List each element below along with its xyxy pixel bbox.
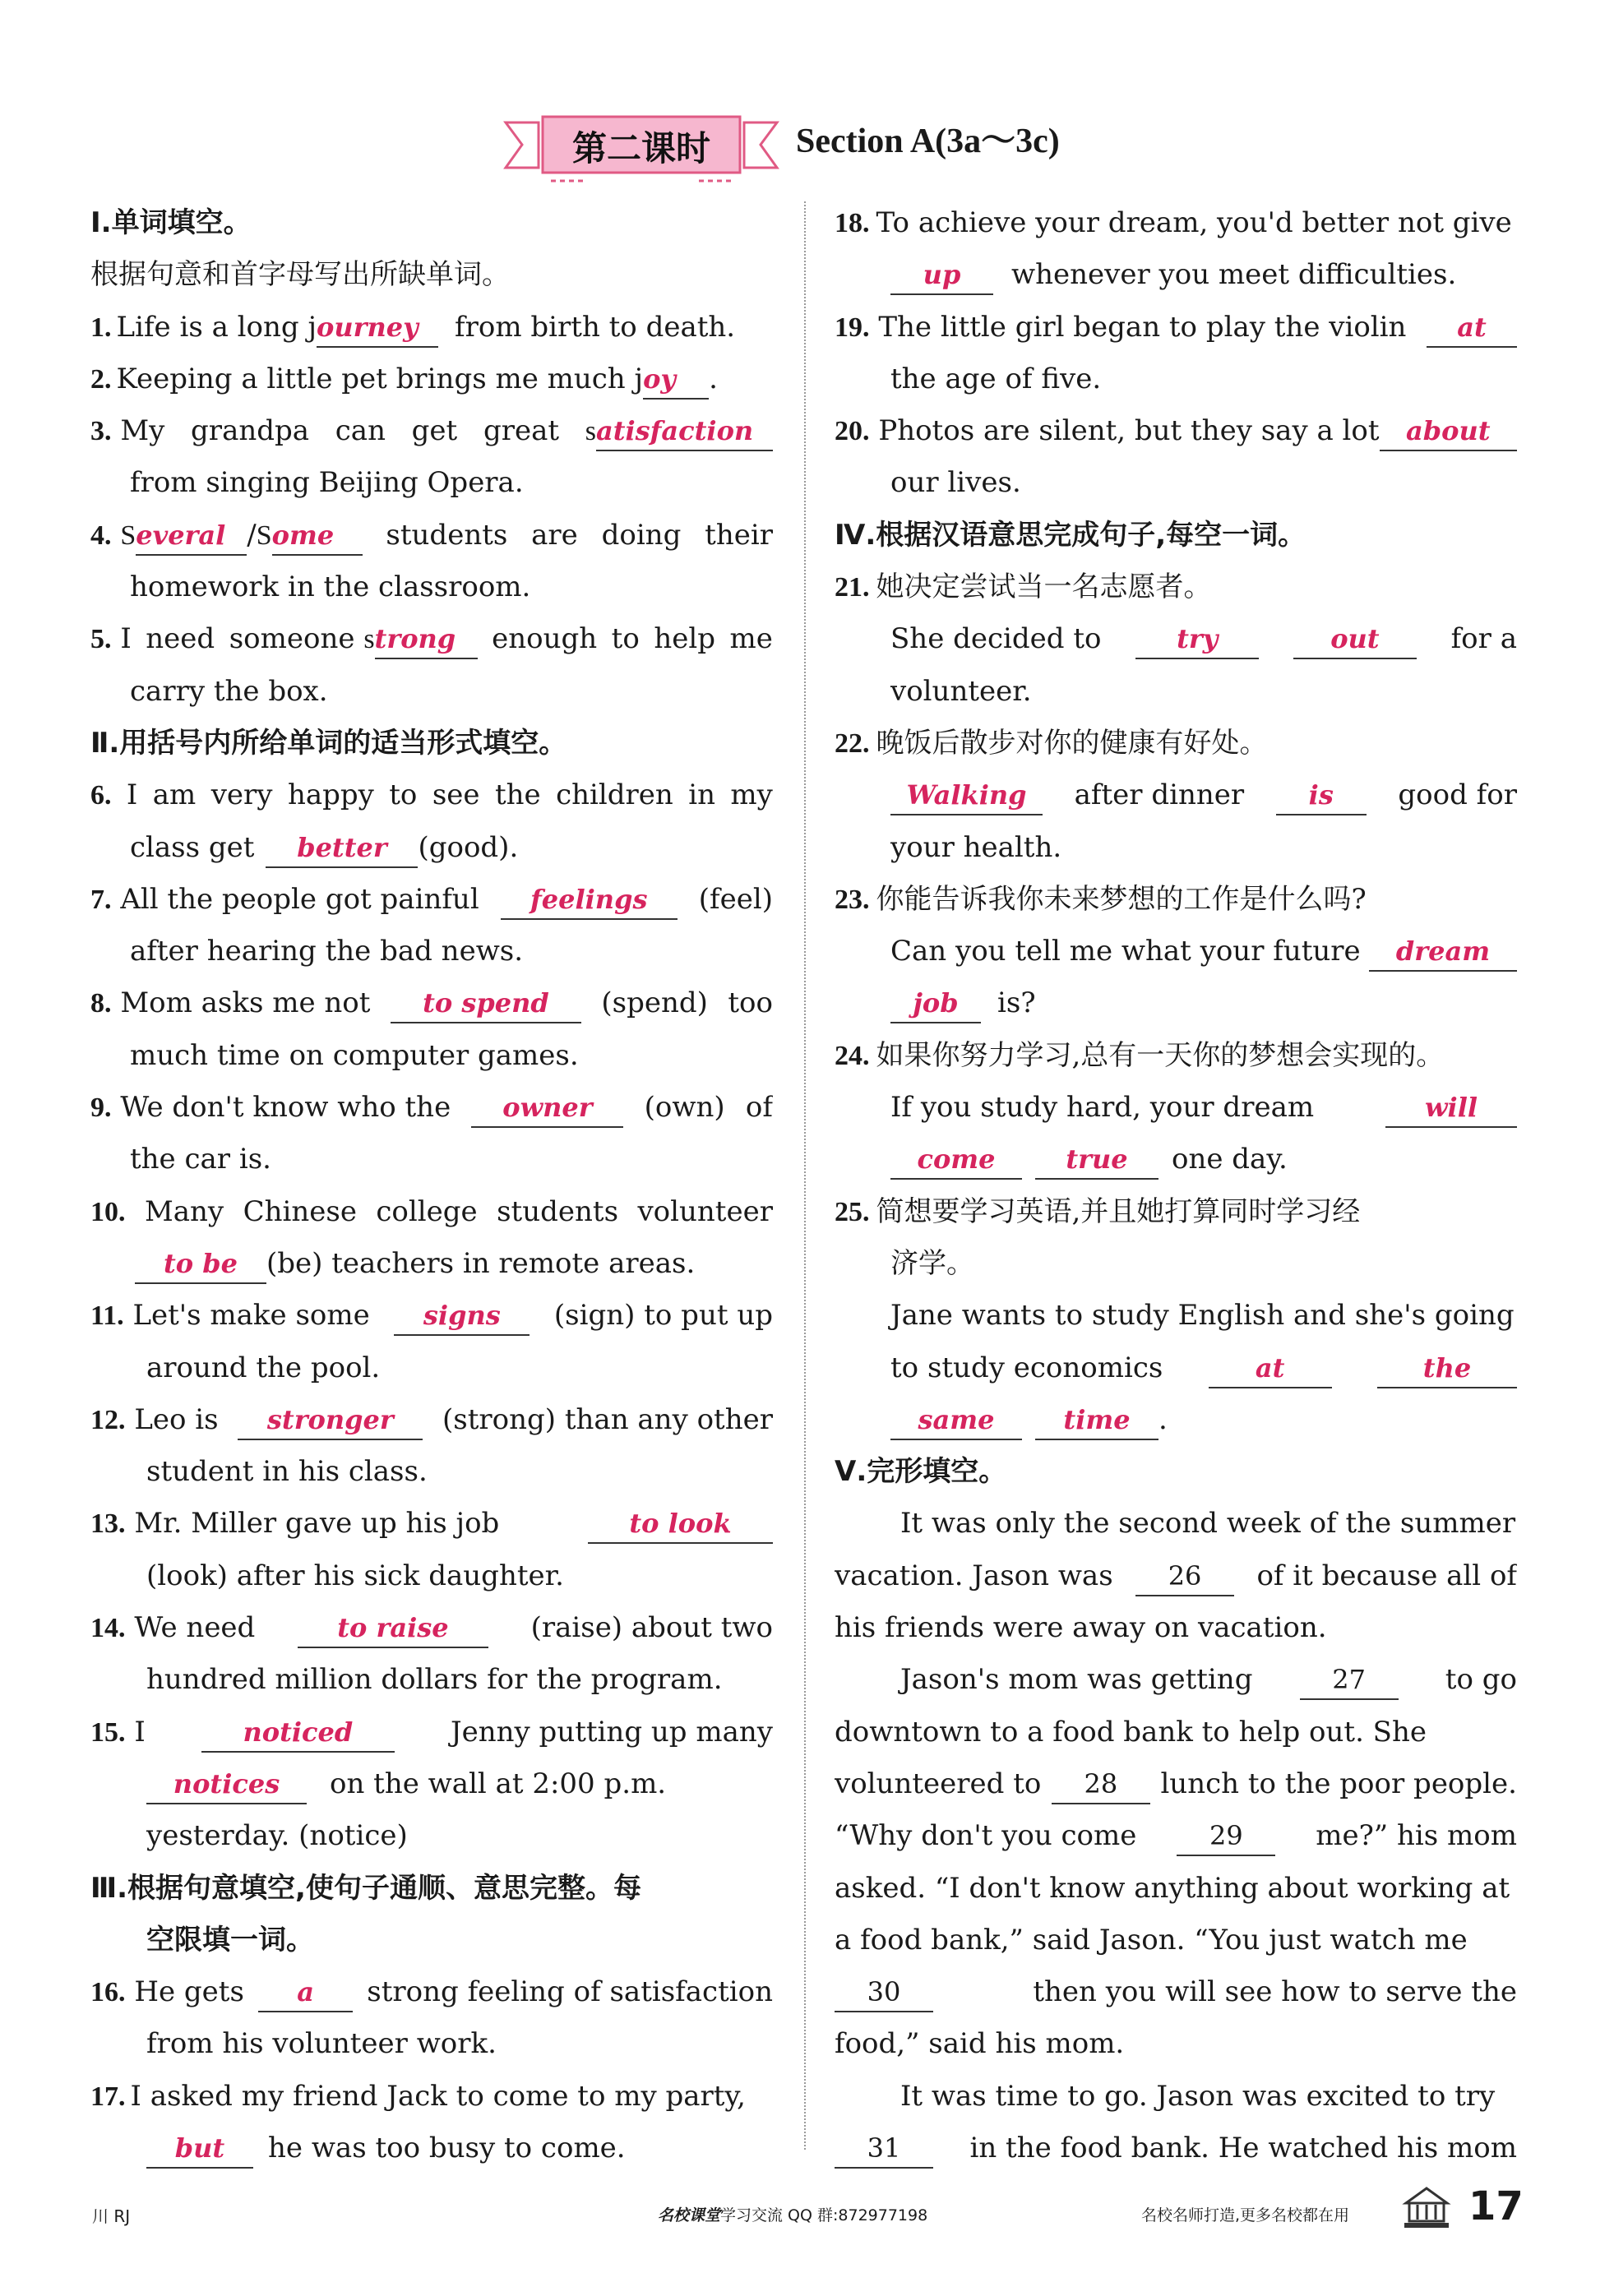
question-10: 10. Many Chinese college students volunteer [90, 1194, 773, 1228]
question-3: 3. My grandpa can get great satisfaction [90, 405, 773, 457]
answer-blank[interactable]: time [1035, 1402, 1158, 1440]
column-divider [804, 201, 806, 2150]
answer-blank[interactable]: to raise [298, 1610, 488, 1648]
question-23: 23. 你能告诉我你未来梦想的工作是什么吗? [835, 882, 1367, 916]
answer-blank[interactable]: job [890, 986, 981, 1023]
answer-blank[interactable]: trong [375, 621, 478, 659]
section-4-heading: Ⅳ.根据汉语意思完成句子,每空一词。 [835, 518, 1306, 552]
question-25-cont: same time . [835, 1394, 1517, 1446]
question-22: 22. 晚饭后散步对你的健康有好处。 [835, 726, 1268, 760]
question-8-cont: much time on computer games. [130, 1038, 579, 1072]
cloze-line: It was time to go. Jason was excited to try [900, 2079, 1496, 2113]
cloze-blank[interactable]: 26 [1135, 1559, 1234, 1596]
question-7: 7. All the people got painful feelings (feel) [90, 874, 773, 926]
question-17-cont: but he was too busy to come. [90, 2123, 773, 2174]
section-title: Section A(3a～3c) [796, 122, 1060, 160]
answer-blank[interactable]: atisfaction [596, 413, 773, 451]
answer-blank[interactable]: everal [136, 518, 247, 556]
question-20: 20. Photos are silent, but they say a lot about [835, 405, 1517, 457]
question-8: 8. Mom asks me not to spend (spend) too [90, 977, 773, 1029]
page-footer [0, 2183, 1614, 2236]
section-5-heading: Ⅴ.完形填空。 [835, 1455, 1007, 1489]
answer-blank[interactable]: but [146, 2131, 253, 2169]
school-logo-icon [1398, 2180, 1455, 2231]
cloze-line: 30 then you will see how to serve the [835, 1966, 1517, 2018]
question-20-cont: our lives. [890, 466, 1021, 500]
answer-blank[interactable]: feelings [501, 882, 678, 920]
question-15-cont: notices on the wall at 2:00 p.m. [90, 1758, 773, 1810]
answer-blank[interactable]: up [890, 257, 993, 295]
question-24-en: If you study hard, your dream will [835, 1082, 1517, 1134]
question-24: 24. 如果你努力学习,总有一天你的梦想会实现的。 [835, 1038, 1445, 1072]
question-25: 25. 简想要学习英语,并且她打算同时学习经 [835, 1194, 1361, 1228]
page-number: 17 [1468, 2183, 1524, 2229]
question-4-cont: homework in the classroom. [130, 571, 531, 604]
answer-blank[interactable]: stronger [238, 1402, 423, 1440]
question-16: 16. He gets a strong feeling of satisfaction [90, 1966, 773, 2018]
question-5-cont: carry the box. [130, 674, 328, 708]
question-9: 9. We don't know who the owner (own) of [90, 1082, 773, 1134]
answer-blank[interactable]: notices [146, 1767, 307, 1804]
answer-blank[interactable]: better [266, 830, 418, 868]
cloze-blank[interactable]: 29 [1177, 1818, 1275, 1856]
question-7-cont: after hearing the bad news. [130, 935, 524, 968]
question-19-cont: the age of five. [890, 362, 1102, 395]
question-23-en: Can you tell me what your future dream [835, 926, 1517, 977]
question-23-cont: job is? [835, 977, 1517, 1029]
lesson-badge [502, 110, 781, 178]
answer-blank[interactable]: about [1380, 413, 1517, 451]
answer-blank[interactable]: true [1035, 1142, 1158, 1180]
question-25-en2: to study economics at the [835, 1342, 1517, 1394]
cloze-line: volunteered to 28 lunch to the poor people. [835, 1758, 1517, 1810]
question-12: 12. Leo is stronger (strong) than any other [90, 1394, 773, 1446]
section-1-heading: Ⅰ.单词填空。 [90, 206, 252, 239]
answer-blank[interactable]: dream [1369, 934, 1517, 972]
answer-blank[interactable]: is [1276, 778, 1367, 815]
answer-blank[interactable]: to look [588, 1506, 773, 1544]
cloze-line: asked. “I don't know anything about working at [835, 1871, 1510, 1905]
cloze-line: 31 in the food bank. He watched his mom [835, 2123, 1517, 2174]
question-9-cont: the car is. [130, 1143, 271, 1176]
answer-blank[interactable]: to spend [391, 986, 581, 1023]
question-22-cont: your health. [890, 830, 1062, 864]
answer-blank[interactable]: the [1377, 1351, 1517, 1388]
section-3-heading: Ⅲ.根据句意填空,使句子通顺、意思完整。每 [90, 1871, 641, 1905]
question-3-cont: from singing Beijing Opera. [130, 466, 524, 500]
cloze-blank[interactable]: 27 [1300, 1662, 1399, 1700]
cloze-blank[interactable]: 30 [835, 1975, 933, 2012]
footer-brand: 名校课堂 [658, 2206, 721, 2224]
cloze-line: food,” said his mom. [835, 2027, 1125, 2061]
question-5: 5. I need someone strong enough to help me [90, 613, 773, 665]
question-22-en: Walking after dinner is good for [835, 769, 1517, 821]
question-19: 19. The little girl began to play the violin at [835, 302, 1517, 353]
answer-blank[interactable]: noticed [201, 1715, 395, 1753]
question-24-cont: come true one day. [835, 1134, 1517, 1185]
question-18-cont: up whenever you meet difficulties. [835, 249, 1517, 301]
answer-blank[interactable]: ourney [317, 310, 438, 348]
question-16-cont: from his volunteer work. [146, 2027, 497, 2061]
question-21-en: She decided to try out for a [835, 613, 1517, 665]
lesson-badge-text: 第二课时 [571, 128, 710, 169]
cloze-blank[interactable]: 31 [835, 2131, 933, 2169]
answer-blank[interactable]: to be [135, 1246, 266, 1284]
answer-blank[interactable]: oy [643, 362, 709, 400]
question-4: 4. Several /Some students are doing their [90, 510, 773, 561]
footer-edition: 川 RJ [92, 2206, 131, 2226]
answer-blank[interactable]: signs [394, 1298, 530, 1336]
answer-blank[interactable]: at [1427, 310, 1517, 348]
answer-blank[interactable]: out [1293, 621, 1417, 659]
question-18: 18. To achieve your dream, you'd better not give [835, 206, 1512, 239]
question-6: 6. I am very happy to see the children in my [90, 778, 773, 812]
cloze-line: Jason's mom was getting 27 to go [835, 1654, 1517, 1706]
lesson-header [502, 99, 1159, 189]
footer-qq: 名校课堂学习交流 QQ 群:872977198 [658, 2206, 928, 2224]
answer-blank[interactable]: Walking [890, 778, 1043, 815]
question-6-cont: class get better (good). [90, 822, 773, 874]
cloze-line: vacation. Jason was 26 of it because all of [835, 1550, 1517, 1602]
question-15: 15. I noticed Jenny putting up many [90, 1707, 773, 1758]
answer-blank[interactable]: same [890, 1402, 1022, 1440]
answer-blank[interactable]: a [258, 1975, 353, 2012]
answer-blank[interactable]: will [1385, 1090, 1517, 1128]
answer-blank[interactable]: at [1209, 1351, 1332, 1388]
question-13: 13. Mr. Miller gave up his job to look [90, 1498, 773, 1550]
answer-blank[interactable]: ome [272, 518, 363, 556]
question-11: 11. Let's make some signs (sign) to put up [90, 1290, 773, 1342]
answer-blank[interactable]: come [890, 1142, 1022, 1180]
question-21-cont: volunteer. [890, 674, 1032, 708]
question-1: 1. Life is a long j ourney from birth to death. [90, 302, 773, 353]
answer-blank[interactable]: owner [471, 1090, 623, 1128]
question-25-zh-cont: 济学。 [890, 1246, 974, 1280]
cloze-line: a food bank,” said Jason. “You just watch me [835, 1923, 1468, 1956]
section-1-instruction: 根据句意和首字母写出所缺单词。 [90, 258, 510, 292]
question-15-cont2: yesterday. (notice) [146, 1819, 408, 1853]
question-25-en: Jane wants to study English and she's going [890, 1299, 1515, 1333]
section-3-heading-cont: 空限填一词。 [146, 1923, 314, 1956]
footer-slogan: 名校名师打造,更多名校都在用 [1141, 2206, 1350, 2224]
question-11-cont: around the pool. [146, 1351, 381, 1384]
section-2-heading: Ⅱ.用括号内所给单词的适当形式填空。 [90, 726, 567, 760]
cloze-blank[interactable]: 28 [1052, 1767, 1150, 1804]
question-14: 14. We need to raise (raise) about two [90, 1602, 773, 1654]
answer-blank[interactable]: try [1135, 621, 1259, 659]
cloze-line: “Why don't you come 29 me?” his mom [835, 1810, 1517, 1862]
question-17: 17. I asked my friend Jack to come to my party, [90, 2079, 746, 2113]
question-14-cont: hundred million dollars for the program. [146, 1663, 723, 1697]
cloze-line: downtown to a food bank to help out. She [835, 1715, 1427, 1749]
question-12-cont: student in his class. [146, 1455, 428, 1489]
question-10-cont: to be (be) teachers in remote areas. [90, 1238, 773, 1290]
left-column [90, 197, 773, 2174]
cloze-line: his friends were away on vacation. [835, 1611, 1327, 1645]
question-2: 2. Keeping a little pet brings me much j oy . [90, 353, 773, 405]
right-column [835, 197, 1517, 2174]
question-21: 21. 她决定尝试当一名志愿者。 [835, 571, 1212, 604]
cloze-line: It was only the second week of the summer [900, 1507, 1516, 1541]
question-13-cont: (look) after his sick daughter. [146, 1559, 564, 1592]
